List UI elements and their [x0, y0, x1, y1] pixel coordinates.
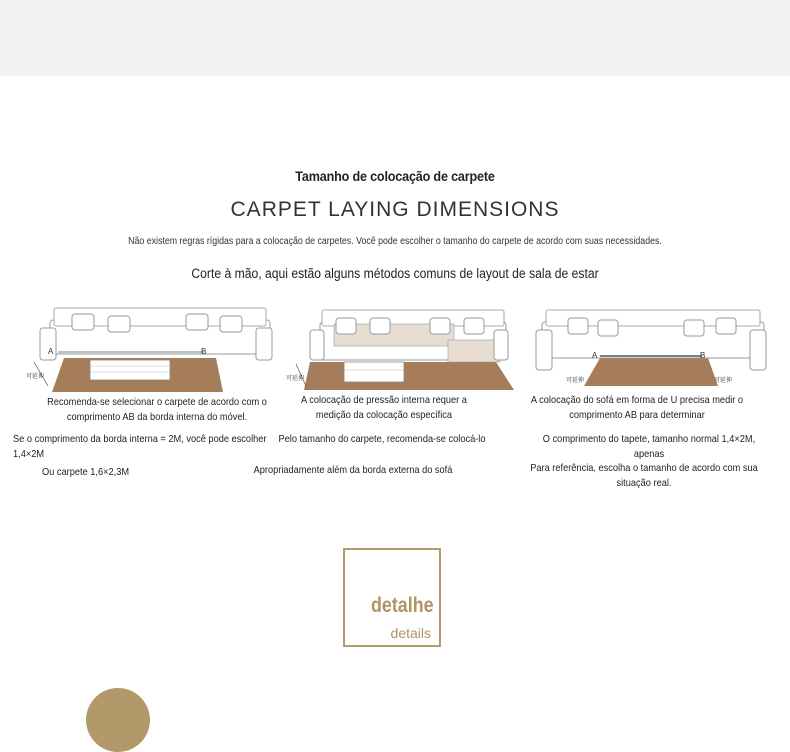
decorative-circle [86, 688, 150, 752]
label-a: A [592, 351, 598, 360]
caption-2: A colocação de pressão interna requer a medição da colocação específica [301, 394, 467, 421]
label-b: B [700, 351, 706, 360]
extend-label: 可延伸 [26, 374, 45, 380]
detail-badge [343, 548, 441, 647]
top-band [0, 0, 790, 76]
sofa-illustration-3 [522, 300, 782, 396]
note-2: Pelo tamanho do carpete, recomenda-se colocá-lo [278, 433, 486, 445]
extend-label: 可延伸 [286, 376, 305, 382]
note-3: O comprimento do tapete, tamanho normal 1,4×2M, apenas [542, 433, 756, 460]
methods-heading: Corte à mão, aqui estão alguns métodos comuns de layout de sala de estar [191, 266, 599, 281]
caption-1: Recomenda-se selecionar o carpete de acordo com o comprimento AB da borda interna do móvel. [47, 396, 267, 423]
note-1: Se o comprimento da borda interna = 2M, você pode escolher 1,4×2M [13, 433, 267, 460]
extra-1: Ou carpete 1,6×2,3M [42, 466, 130, 478]
extra-3: Para referência, escolha o tamanho de acordo com sua situação real. [530, 462, 758, 489]
diagram-straight-sofa [18, 300, 278, 396]
diagram-l-sofa [278, 300, 538, 396]
detail-subtitle: details [390, 625, 431, 641]
section-title-pt: Tamanho de colocação de carpete [295, 168, 495, 184]
detail-title: detalhe [371, 594, 434, 617]
diagram-u-sofa [522, 300, 782, 396]
sofa-illustration-1 [18, 300, 278, 396]
sofa-illustration-2 [278, 300, 538, 396]
section-subtitle: Não existem regras rígidas para a colocação de carpetes. Você pode escolher o tamanho do carpete de acordo com suas necessidades. [128, 236, 662, 247]
caption-3: A colocação do sofá em forma de U precisa medir o comprimento AB para determinar [530, 394, 744, 421]
extend-label-right: 可延伸 [714, 378, 733, 384]
extra-2: Apropriadamente além da borda externa do sofá [253, 464, 453, 476]
extend-label: 可延伸 [566, 378, 585, 384]
label-b: B [201, 347, 207, 356]
label-a: A [48, 347, 54, 356]
section-title-en: CARPET LAYING DIMENSIONS [230, 198, 560, 221]
